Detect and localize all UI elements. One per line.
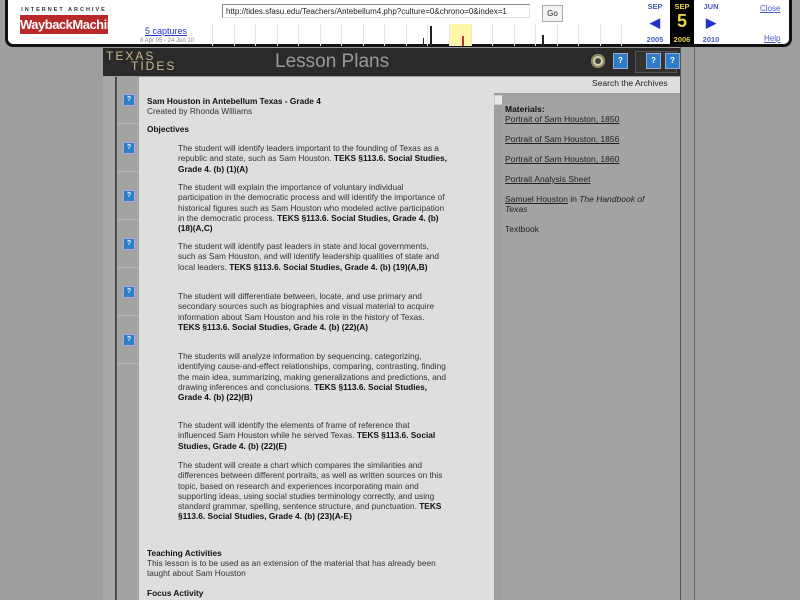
textbook-label: Textbook bbox=[505, 224, 540, 234]
timeline-month[interactable] bbox=[600, 24, 622, 46]
help-icon[interactable]: ? bbox=[665, 53, 680, 69]
materials-sidebar bbox=[502, 95, 680, 600]
capture-tick-current bbox=[462, 36, 464, 46]
capture-tick bbox=[430, 26, 432, 46]
site-logo-texas[interactable]: TEXAS bbox=[106, 49, 156, 63]
timeline-month[interactable] bbox=[406, 24, 428, 46]
timeline-month[interactable] bbox=[212, 24, 234, 46]
portrait-1856-link[interactable]: Portrait of Sam Houston, 1856 bbox=[505, 134, 620, 144]
capture-tick bbox=[423, 38, 425, 46]
help-icon[interactable]: ? bbox=[123, 238, 135, 250]
left-frame-rail bbox=[103, 77, 116, 600]
timeline-month[interactable] bbox=[557, 24, 579, 46]
search-archives-link[interactable]: Search the Archives bbox=[592, 78, 668, 88]
timeline-month[interactable] bbox=[363, 24, 385, 46]
portrait-1850-link[interactable]: Portrait of Sam Houston, 1850 bbox=[505, 114, 620, 124]
lesson-author: Created by Rhonda Williams bbox=[147, 106, 253, 116]
timeline-month[interactable] bbox=[471, 24, 493, 46]
samuel-houston-link[interactable]: Samuel Houston bbox=[505, 194, 568, 204]
objectives-heading: Objectives bbox=[147, 124, 189, 134]
timeline-month[interactable] bbox=[535, 24, 557, 46]
divider bbox=[117, 267, 138, 268]
next-capture[interactable]: JUN ▶ 2010 bbox=[696, 0, 726, 44]
objective-item: The student will identify past leaders in state and local governments, such as Sam Houston, and will identify leadership qualities of state and local leaders. TEKS §113.6. Social Studies, Grade 4. (b) (19)(A,B) bbox=[178, 241, 440, 272]
url-input[interactable]: http://tides.sfasu.edu/Teachers/Antebellum4.php?culture=0&chrono=0&index=1 bbox=[222, 4, 530, 18]
lesson-title: Sam Houston in Antebellum Texas - Grade 4 bbox=[147, 96, 321, 106]
help-icon[interactable]: ? bbox=[613, 53, 628, 69]
portrait-1860-link[interactable]: Portrait of Sam Houston, 1860 bbox=[505, 154, 620, 164]
timeline-month[interactable] bbox=[578, 24, 600, 46]
help-icon[interactable]: ? bbox=[123, 334, 135, 346]
prev-capture[interactable]: SEP ◀ 2005 bbox=[640, 0, 670, 44]
go-button[interactable]: Go bbox=[542, 5, 563, 22]
help-icon[interactable]: ? bbox=[123, 286, 135, 298]
internet-archive-label: INTERNET ARCHIVE bbox=[21, 7, 107, 13]
handbook-title: Texas bbox=[505, 204, 528, 214]
timeline-month-current[interactable] bbox=[449, 24, 471, 46]
teaching-activities-text: This lesson is to be used as an extension of the material that has already been taught about Sam Houston bbox=[147, 558, 436, 579]
arrow-left-icon[interactable]: ◀ bbox=[650, 15, 660, 30]
objective-item: The student will explain the importance of voluntary individual participation in the democratic process and will identify the importance of historical figures such as Sam Houston who modeled active participation in the democratic process. TEKS §113.6. Social Studies, Grade 4. (b) (18)(A,C) bbox=[178, 182, 445, 234]
timeline-month[interactable] bbox=[384, 24, 406, 46]
current-capture: SEP 5 2006 bbox=[670, 0, 694, 44]
date-navigator bbox=[638, 0, 738, 44]
right-frame-divider bbox=[680, 47, 681, 600]
site-header bbox=[103, 48, 681, 76]
compass-icon[interactable] bbox=[591, 54, 605, 68]
objective-item: The student will identify leaders important to the founding of Texas as a republic and state, such as Sam Houston. TEKS §113.6. Social Studies, Grade 4. (b) (1)(A) bbox=[178, 143, 447, 174]
objective-item: The student will differentiate between, locate, and use primary and secondary sources such as biographies and visual material to acquire information about Sam Houston and his role in the history of Texas. TEKS §113.6. Social Studies, Grade 4. (b) (22)(A) bbox=[178, 291, 434, 332]
timeline-month[interactable] bbox=[298, 24, 320, 46]
divider bbox=[117, 171, 138, 172]
page-title: Lesson Plans bbox=[275, 51, 390, 72]
timeline-month[interactable] bbox=[492, 24, 514, 46]
timeline-month[interactable] bbox=[234, 24, 256, 46]
capture-tick bbox=[542, 35, 544, 46]
wayback-logo[interactable] bbox=[20, 7, 121, 41]
timeline-month[interactable] bbox=[514, 24, 536, 46]
timeline-month[interactable] bbox=[341, 24, 363, 46]
divider bbox=[117, 363, 138, 364]
focus-activity-heading: Focus Activity bbox=[147, 588, 204, 598]
close-link[interactable]: Close bbox=[760, 4, 781, 13]
help-link[interactable]: Help bbox=[764, 34, 781, 43]
help-icon[interactable]: ? bbox=[123, 94, 135, 106]
divider bbox=[117, 315, 138, 316]
captures-link[interactable]: 5 captures bbox=[145, 26, 188, 36]
arrow-right-icon[interactable]: ▶ bbox=[706, 15, 716, 30]
materials-heading: Materials: bbox=[505, 104, 545, 114]
divider bbox=[117, 219, 138, 220]
capture-range: 8 Apr 05 - 24 Jun 10 bbox=[140, 38, 195, 44]
help-icon[interactable]: ? bbox=[123, 190, 135, 202]
teaching-activities-heading: Teaching Activities bbox=[147, 548, 222, 558]
objective-item: The student will identify the elements of frame of reference that influenced Sam Houston while he served Texas. TEKS §113.6. Social Studies, Grade 4. (b) (22)(E) bbox=[178, 420, 436, 451]
timeline-month[interactable] bbox=[320, 24, 342, 46]
divider bbox=[117, 123, 138, 124]
objective-item: The student will create a chart which compares the similarities and differences between different portraits, as well as written sources on this topic, based on research and experiences incorporating main and supporting ideas, using social studies terminology correctly, and using standard grammar, spelling, sentence structure, and punctuation. TEKS §113.6. Social Studies, Grade 4. (b) (23)(A-E) bbox=[178, 460, 443, 522]
right-frame-divider bbox=[694, 47, 695, 600]
handbook-title: The Handbook of bbox=[579, 194, 645, 204]
timeline-month[interactable] bbox=[277, 24, 299, 46]
help-icon[interactable]: ? bbox=[123, 142, 135, 154]
portrait-analysis-sheet-link[interactable]: Portrait Analysis Sheet bbox=[505, 174, 591, 184]
timeline-month[interactable] bbox=[255, 24, 277, 46]
help-icon[interactable]: ? bbox=[646, 53, 661, 69]
wayback-machine-wordmark: WaybackMachine bbox=[20, 17, 121, 32]
wayback-toolbar bbox=[5, 0, 792, 47]
objective-item: The students will analyze information by sequencing, categorizing, identifying cause-and-effect relationships, comparing, contrasting, finding the main idea, summarizing, making generalizations and predictions, and drawing inferences and conclusions. TEKS §113.6. Social Studies, Grade 4. (b) (22)(B) bbox=[178, 351, 446, 403]
site-logo-tides[interactable]: TIDES bbox=[131, 59, 177, 73]
timeline-month[interactable] bbox=[427, 24, 449, 46]
capture-timeline[interactable] bbox=[212, 24, 643, 46]
